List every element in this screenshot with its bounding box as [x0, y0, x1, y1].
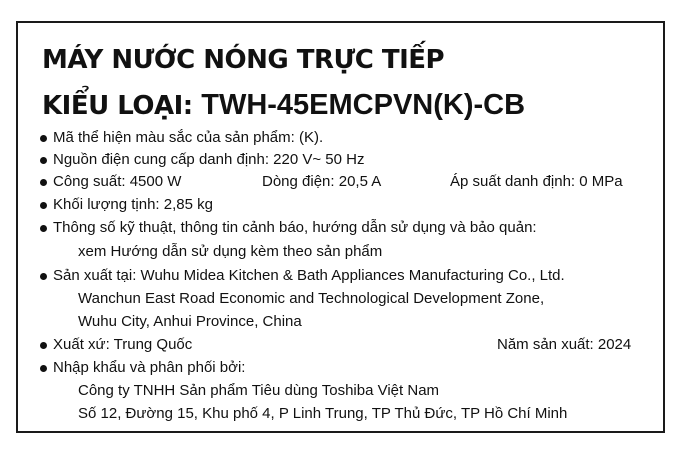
model-number: TWH-45EMCPVN(K)-CB: [201, 89, 526, 121]
bullet-icon: [40, 202, 47, 209]
bullet-icon: [40, 273, 47, 280]
spec-weight-text: Khối lượng tịnh: 2,85 kg: [53, 196, 213, 213]
product-label: [16, 21, 665, 433]
spec-origin: Xuất xứ: Trung Quốc: [53, 336, 193, 353]
bullet-icon: [40, 225, 47, 232]
importer-name: Công ty TNHH Sản phẩm Tiêu dùng Toshiba Việt Nam: [78, 382, 440, 399]
bullet-icon: [40, 179, 47, 186]
spec-pressure: Áp suất danh định: 0 MPa: [450, 173, 623, 190]
spec-info-line1: Thông số kỹ thuật, thông tin cảnh báo, hướng dẫn sử dụng và bảo quản:: [53, 219, 537, 236]
bullet-icon: [40, 135, 47, 142]
product-title: MÁY NƯỚC NÓNG TRỰC TIẾP: [42, 45, 445, 75]
bullet-icon: [40, 342, 47, 349]
bullet-icon: [40, 157, 47, 164]
spec-current: Dòng điện: 20,5 A: [262, 173, 382, 190]
model-prefix: KIỂU LOẠI:: [42, 91, 202, 121]
importer-address: Số 12, Đường 15, Khu phố 4, P Linh Trung, TP Thủ Đức, TP Hồ Chí Minh: [78, 405, 568, 422]
spec-capacity: Công suất: 4500 W: [53, 173, 182, 190]
spec-info-line2: xem Hướng dẫn sử dụng kèm theo sản phẩm: [78, 243, 383, 260]
spec-made-in-line3: Wuhu City, Anhui Province, China: [78, 313, 302, 330]
bullet-icon: [40, 365, 47, 372]
model-heading: [42, 89, 525, 122]
spec-year: Năm sản xuất: 2024: [497, 336, 632, 353]
spec-color-code-text: Mã thể hiện màu sắc của sản phẩm: (K).: [53, 129, 324, 146]
spec-made-in-line1: Sản xuất tại: Wuhu Midea Kitchen & Bath Appliances Manufacturing Co., Ltd.: [53, 267, 565, 284]
spec-made-in-line2: Wanchun East Road Economic and Technological Development Zone,: [78, 290, 545, 307]
spec-importer-label: Nhập khẩu và phân phối bởi:: [53, 359, 246, 376]
spec-power-source-text: Nguồn điện cung cấp danh định: 220 V~ 50 Hz: [53, 151, 365, 168]
